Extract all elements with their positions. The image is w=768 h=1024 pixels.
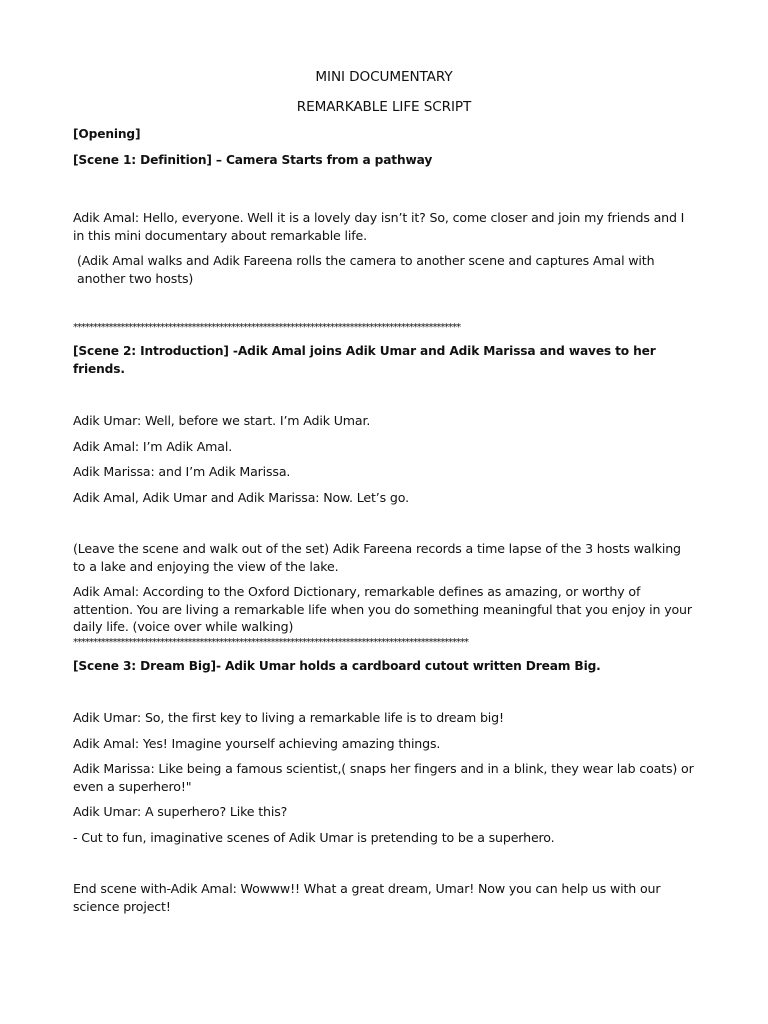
- scene1-line: (Adik Amal walks and Adik Fareena rolls the camera to another scene and captures Amal with another two hosts): [77, 253, 655, 286]
- scene3-line: Adik Umar: A superhero? Like this?: [73, 804, 288, 819]
- scene2-line: Adik Marissa: and I’m Adik Marissa.: [73, 464, 291, 479]
- scene2-heading: [Scene 2: Introduction] -Adik Amal joins Adik Umar and Adik Marissa and waves to her friends.: [73, 344, 656, 376]
- scene3-line: Adik Amal: Yes! Imagine yourself achieving amazing things.: [73, 735, 441, 751]
- scene1-heading: [Scene 1: Definition] – Camera Starts from a pathway: [73, 152, 433, 167]
- opening-heading: [Opening]: [73, 127, 141, 141]
- scene3-line: End scene with-Adik Amal: Wowww!! What a great dream, Umar! Now you can help us with our science project!: [73, 881, 661, 914]
- document-subtitle: REMARKABLE LIFE SCRIPT: [296, 99, 472, 115]
- separator-line: **************************************************************************************************: [73, 322, 461, 333]
- scene3-line: Adik Umar: So, the first key to living a remarkable life is to dream big!: [73, 710, 504, 725]
- scene2-line: Adik Amal: I’m Adik Amal.: [73, 438, 233, 454]
- scene1-line: Adik Amal: Hello, everyone. Well it is a lovely day isn’t it? So, come closer and join my friends and I in this mini documentary about remarkable life.: [73, 210, 685, 243]
- scene2-line: Adik Umar: Well, before we start. I’m Adik Umar.: [73, 413, 371, 428]
- scene2-line: (Leave the scene and walk out of the set) Adik Fareena records a time lapse of the 3 hosts walking to a lake and enjoying the view of the lake.: [73, 541, 681, 574]
- scene3-heading: [Scene 3: Dream Big]- Adik Umar holds a cardboard cutout written Dream Big.: [73, 658, 601, 673]
- scene2-line: Adik Amal, Adik Umar and Adik Marissa: Now. Let’s go.: [73, 489, 409, 505]
- scene3-line: Adik Marissa: Like being a famous scientist,( snaps her fingers and in a blink, they wear lab coats) or even a superhero!": [73, 761, 694, 794]
- separator-line: ****************************************************************************************************: [73, 636, 469, 648]
- scene3-line: - Cut to fun, imaginative scenes of Adik Umar is pretending to be a superhero.: [73, 829, 555, 845]
- document-title: MINI DOCUMENTARY: [315, 69, 453, 85]
- scene2-line: Adik Amal: According to the Oxford Dictionary, remarkable defines as amazing, or worthy of attention. You are living a remarkable life when you do something meaningful that you enjoy in your daily life. (voice over while walking): [73, 584, 692, 634]
- document-page: [73, 68, 695, 915]
